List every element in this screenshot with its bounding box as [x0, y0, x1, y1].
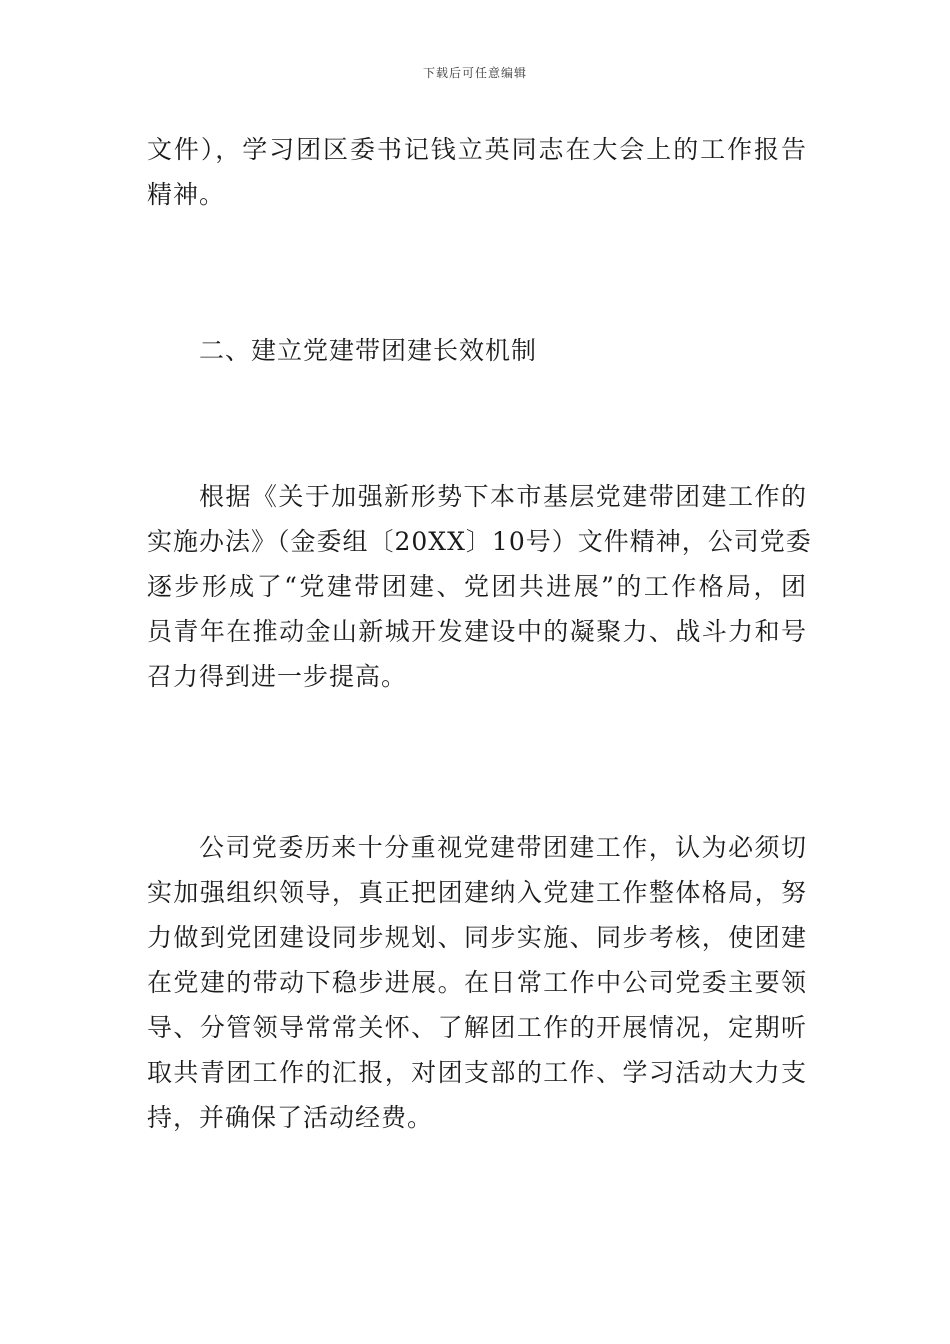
section-heading — [147, 328, 807, 373]
paragraph-line: 取共青团工作的汇报，对团支部的工作、学习活动大力支 — [147, 1058, 807, 1087]
paragraph-continuation — [147, 127, 807, 217]
paragraph-line: 持，并确保了活动经费。 — [147, 1103, 434, 1132]
paragraph-line: 根据《关于加强新形势下本市基层党建带团建工作的 — [199, 482, 807, 511]
paragraph-line: 在党建的带动下稳步进展。在日常工作中公司党委主要领 — [147, 968, 807, 997]
paragraph-line: 精神。 — [147, 180, 226, 209]
paragraph-line: 公司党委历来十分重视党建带团建工作，认为必须切 — [199, 833, 807, 862]
paragraph-line: 实加强组织领导，真正把团建纳入党建工作整体格局，努 — [147, 878, 807, 907]
paragraph-line: 逐步形成了“党建带团建、党团共进展”的工作格局，团 — [147, 572, 807, 601]
paragraph-line: 员青年在推动金山新城开发建设中的凝聚力、战斗力和号 — [147, 617, 807, 646]
paragraph-implementation — [147, 474, 812, 699]
paragraph-line: 召力得到进一步提高。 — [147, 662, 408, 691]
paragraph-line: 实施办法》（金委组〔20XX〕10号）文件精神，公司党委 — [147, 527, 812, 556]
page-header: 下载后可任意编辑 — [422, 66, 527, 80]
paragraph-line: 文件），学习团区委书记钱立英同志在大会上的工作报告 — [147, 135, 807, 164]
paragraph-line: 导、分管领导常常关怀、了解团工作的开展情况，定期听 — [147, 1013, 807, 1042]
section-heading-text: 二、建立党建带团建长效机制 — [199, 336, 538, 365]
paragraph-leadership — [147, 825, 807, 1140]
paragraph-line: 力做到党团建设同步规划、同步实施、同步考核，使团建 — [147, 923, 807, 952]
